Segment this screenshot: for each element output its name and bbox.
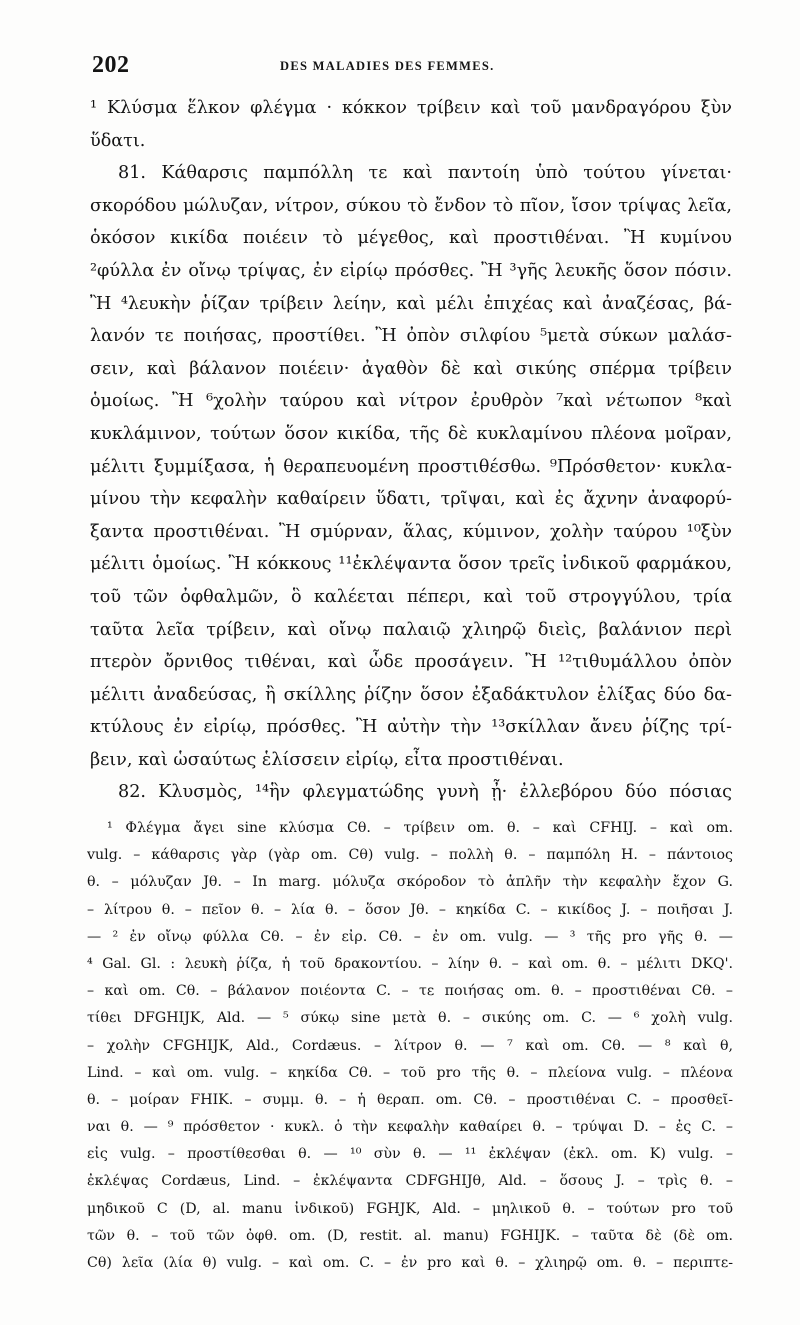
footnote-line: θ. – μοίραν FHIK. – συμμ. θ. – ἡ θεραπ. om. Cθ. – προστιθέναι C. – προσθεῖ- bbox=[87, 1091, 733, 1108]
text-line: πτερὸν ὄρνιθος τιθέναι, καὶ ὧδε προσάγειν. Ἢ ¹²τιθυμάλλου ὀπὸν bbox=[90, 652, 732, 673]
footnote-line: μηδικοῦ C (D, al. manu ἰνδικοῦ) FGHJK, Ald. – μηλικοῦ θ. – τούτων pro τοῦ bbox=[87, 1200, 733, 1217]
text-line: Ἢ ⁴λευκὴν ῥίζαν τρίβειν λείην, καὶ μέλι ἐπιχέας καὶ ἀναζέσας, βά- bbox=[90, 293, 732, 314]
text-line: μέλιτι ἀναδεύσας, ἢ σκίλλης ῥίζην ὅσον ἐξαδάκτυλον ἑλίξας δύο δα- bbox=[90, 684, 732, 705]
footnote-line: θ. – μόλυζαν Jθ. – In marg. μόλυζα σκόροδον τὸ ἁπλῆν τὴν κεφαλὴν ἔχον G. bbox=[87, 874, 733, 891]
text-line: ὁμοίως. Ἢ ⁶χολὴν ταύρου καὶ νίτρον ἐρυθρὸν ⁷καὶ νέτωπον ⁸καὶ bbox=[90, 391, 732, 412]
section-81-heading-line: 81. Κάθαρσις παμπόλλη τε καὶ παντοίη ὑπὸ τούτου γίνεται· bbox=[118, 163, 732, 184]
text-line: βειν, καὶ ὡσαύτως ἑλίσσειν εἰρίῳ, εἶτα προστιθέναι. bbox=[90, 749, 564, 770]
text-line: τοῦ τῶν ὀφθαλμῶν, ὃ καλέεται πέπερι, καὶ τοῦ στρογγύλου, τρία bbox=[90, 586, 732, 607]
footnote-line: εἰς vulg. – προστίθεσθαι θ. — ¹⁰ σὺν θ. — ¹¹ ἐκλέψαν (ἐκλ. om. K) vulg. – bbox=[87, 1146, 733, 1163]
text-line: λανόν τε ποιήσας, προστίθει. Ἢ ὀπὸν σιλφίου ⁵μετὰ σύκων μαλάσ- bbox=[90, 326, 732, 347]
footnote-line: τῶν θ. – τοῦ τῶν ὀφθ. om. (D, restit. al. manu) FGHIJK. – ταῦτα δὲ (δὲ om. bbox=[87, 1227, 733, 1244]
text-line: ²φύλλα ἐν οἴνῳ τρίψας, ἐν εἰρίῳ πρόσθες. Ἢ ³γῆς λευκῆς ὅσον πόσιν. bbox=[90, 260, 732, 281]
text-line: ¹ Κλύσμα ἕλκον φλέγμα · κόκκον τρίβειν καὶ τοῦ μανδραγόρου ξὺν bbox=[90, 98, 732, 118]
footnote-line: ⁴ Gal. Gl. : λευκὴ ῥίζα, ἡ τοῦ δρακοντίου. – λίην θ. – καὶ om. θ. – μέλιτι DKQ'. bbox=[87, 955, 733, 972]
page-header bbox=[92, 52, 732, 82]
text-line: μίνου τὴν κεφαλὴν καθαίρειν ὕδατι, τρῖψαι, καὶ ἐς ἄχνην ἀναφορύ- bbox=[90, 489, 732, 510]
running-head: DES MALADIES DES FEMMES. bbox=[280, 59, 495, 73]
footnote-line: — ² ἐν οἴνῳ φύλλα Cθ. – ἐν εἰρ. Cθ. – ἐν om. vulg. — ³ τῆς pro γῆς θ. — bbox=[87, 928, 733, 945]
page-number: 202 bbox=[92, 52, 130, 78]
footnote-line: Lind. – καὶ om. vulg. – κηκίδα Cθ. – τοῦ pro τῆς θ. – πλείονα vulg. – πλέονα bbox=[87, 1064, 733, 1081]
main-text bbox=[90, 92, 732, 809]
section-82-heading-line: 82. Κλυσμὸς, ¹⁴ἣν φλεγματώδης γυνὴ ᾖ· ἐλλεβόρου δύο πόσιας bbox=[118, 782, 732, 803]
footnote-line: vulg. – κάθαρσις γὰρ (γὰρ om. Cθ) vulg. – πολλὴ θ. – παμπόλη H. – πάντοιος bbox=[87, 847, 733, 864]
text-line: κυκλάμινον, τούτων ὅσον κικίδα, τῆς δὲ κυκλαμίνου πλέονα μοῖραν, bbox=[90, 423, 732, 444]
text-line: ξαντα προστιθέναι. Ἢ σμύρναν, ἅλας, κύμινον, χολὴν ταύρου ¹⁰ξὺν bbox=[90, 521, 732, 542]
text-line: ὁκόσον κικίδα ποιέειν τὸ μέγεθος, καὶ προστιθέναι. Ἢ κυμίνου bbox=[90, 228, 732, 249]
footnote-line: ναι θ. — ⁹ πρόσθετον · κυκλ. ὁ τὴν κεφαλὴν καθαίρει θ. – τρύψαι D. – ἐς C. – bbox=[87, 1119, 733, 1136]
text-line: μέλιτι ξυμμίξασα, ἡ θεραπευομένη προστιθέσθω. ⁹Πρόσθετον· κυκλα- bbox=[90, 456, 732, 477]
footnote-line: – λίτρου θ. – πεῖον θ. – λία θ. – ὅσον Jθ. – κηκίδα C. – κικίδος J. – ποιῆσαι J. bbox=[87, 901, 733, 918]
text-line: σκορόδου μώλυζαν, νίτρον, σύκου τὸ ἔνδον τὸ πῖον, ἴσον τρίψας λεῖα, bbox=[90, 195, 732, 216]
text-line: ταῦτα λεῖα τρίβειν, καὶ οἴνῳ παλαιῷ χλιηρῷ διεὶς, βαλάνιον περὶ bbox=[90, 619, 732, 640]
footnote-line: τίθει DFGHIJK, Ald. — ⁵ σύκῳ sine μετὰ θ. – σικύης om. C. — ⁶ χολὴ vulg. bbox=[87, 1010, 733, 1027]
text-line: σειν, καὶ βάλανον ποιέειν· ἀγαθὸν δὲ καὶ σικύης σπέρμα τρίβειν bbox=[90, 358, 732, 379]
footnote-line: – καὶ om. Cθ. – βάλανον ποιέοντα C. – τε ποιήσας om. θ. – προστιθέναι Cθ. – bbox=[87, 983, 733, 1000]
text-line: μέλιτι ὁμοίως. Ἢ κόκκους ¹¹ἐκλέψαντα ὅσον τρεῖς ἰνδικοῦ φαρμάκου, bbox=[90, 554, 732, 575]
text-line: κτύλους ἐν εἰρίῳ, πρόσθες. Ἢ αὐτὴν τὴν ¹³σκίλλαν ἄνευ ῥίζης τρί- bbox=[90, 717, 732, 738]
text-line: ὕδατι. bbox=[90, 130, 146, 151]
footnote-line: Cθ) λεῖα (λία θ) vulg. – καὶ om. C. – ἐν pro καὶ θ. – χλιηρῷ om. θ. – περιπτε- bbox=[87, 1255, 733, 1271]
footnote-line: ἐκλέψας Cordæus, Lind. – ἐκλέψαντα CDFGHIJθ, Ald. – ὅσους J. – τρὶς θ. – bbox=[87, 1173, 733, 1190]
footnotes bbox=[87, 815, 733, 1277]
footnote-line: ¹ Φλέγμα ἄγει sine κλύσμα Cθ. – τρίβειν om. θ. – καὶ CFHIJ. – καὶ om. bbox=[107, 820, 733, 836]
footnote-line: – χολὴν CFGHIJK, Ald., Cordæus. – λίτρον θ. — ⁷ καὶ om. Cθ. — ⁸ καὶ θ, bbox=[87, 1037, 733, 1054]
